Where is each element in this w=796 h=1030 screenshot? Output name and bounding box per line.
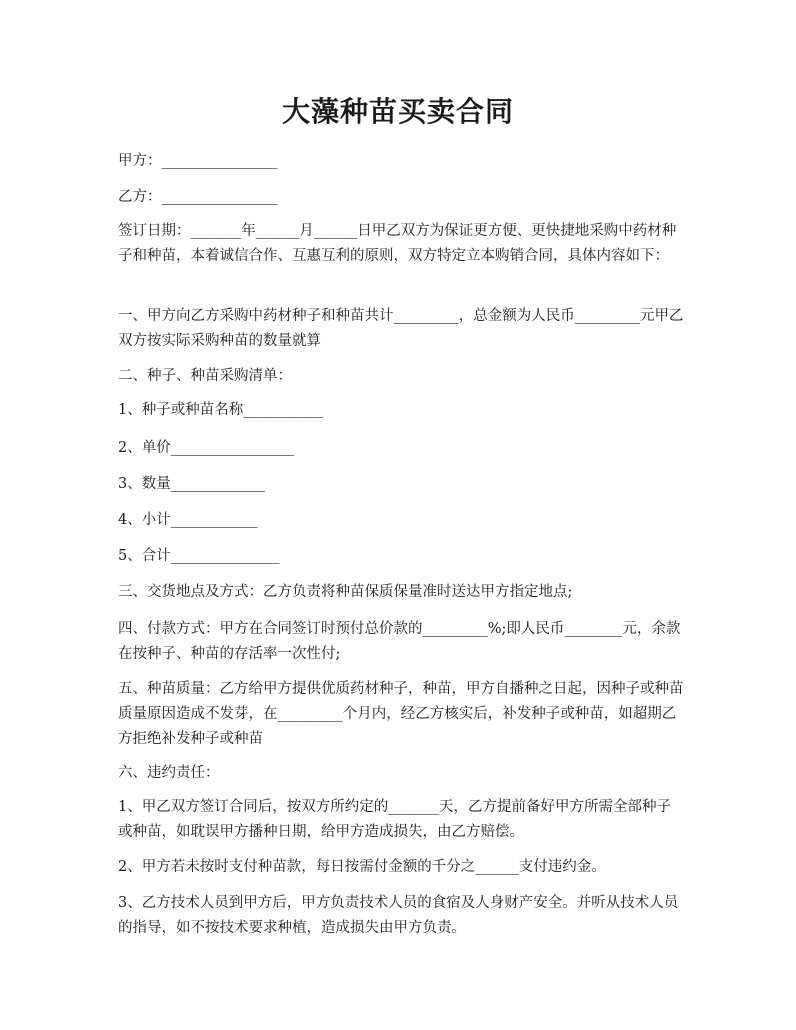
clause-4-paragraph: 四、付款方式：甲方在合同签订时预付总价款的_________%;即人民币________元，余款在按种子、种苗的存活率一次性付;	[118, 621, 681, 662]
list-item-quantity: 3、数量_____________	[118, 476, 265, 492]
clause-1-paragraph: 一、甲方向乙方采购中药材种子和种苗共计_________，总金额为人民币_________元甲乙双方按实际采购种苗的数量就算	[118, 308, 684, 349]
clause-6-item-3: 3、乙方技术人员到甲方后，甲方负责技术人员的食宿及人身财产安全。并听从技术人员的指导，如不按技术要求种植，造成损失由甲方负责。	[118, 895, 679, 936]
party-a-line: 甲方：________________	[118, 153, 278, 169]
clause-6-heading: 六、违约责任：	[118, 765, 220, 781]
signing-date-paragraph: 签订日期：_______年______月______日甲乙双方为保证更方便、更快捷地采购中药材种子和种苗，本着诚信合作、互惠互利的原则，双方特定立本购销合同，具体内容如下：	[118, 223, 677, 264]
clause-6-item-1: 1、甲乙双方签订合同后，按双方所约定的_______天，乙方提前备好甲方所需全部种子或种苗，如耽误甲方播种日期，给甲方造成损失，由乙方赔偿。	[118, 799, 671, 840]
clause-6-item-2: 2、甲方若未按时支付种苗款，每日按需付金额的千分之______支付违约金。	[118, 859, 606, 875]
clause-5-paragraph: 五、种苗质量：乙方给甲方提供优质药材种子，种苗，甲方自播种之日起，因种子或种苗质量原因造成不发芽，在_________个月内，经乙方核实后，补发种子或种苗，如超期乙方拒绝补发种子或种苗	[118, 681, 684, 747]
list-item-subtotal: 4、小计____________	[118, 512, 258, 528]
document-title: 大藻种苗买卖合同	[281, 95, 514, 128]
list-item-name: 1、种子或种苗名称___________	[118, 402, 323, 418]
list-item-total: 5、合计_______________	[118, 548, 280, 564]
list-item-unit-price: 2、单价_________________	[118, 440, 294, 456]
clause-2-heading: 二、种子、种苗采购清单：	[118, 368, 292, 384]
clause-3-paragraph: 三、交货地点及方式：乙方负责将种苗保质保量准时送达甲方指定地点;	[118, 584, 573, 600]
party-b-line: 乙方：________________	[118, 189, 278, 205]
